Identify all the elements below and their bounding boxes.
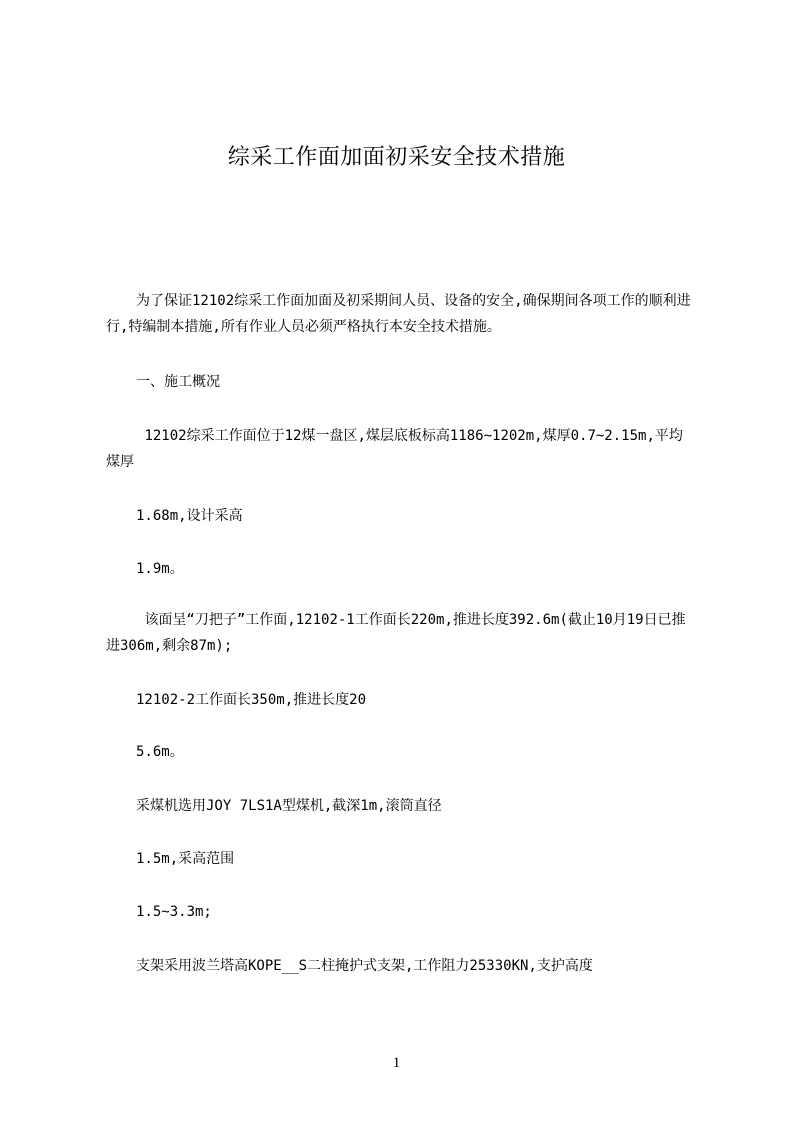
page-number: 1 — [392, 1055, 401, 1071]
paragraph-overview: 12102综采工作面位于12煤一盘区,煤层底板标高1186~1202m,煤厚0.7~2.15m,平均煤厚 — [106, 428, 683, 470]
paragraph-face-2: 12102-2工作面长350m,推进长度20 — [136, 692, 367, 708]
paragraph-seam-thickness: 1.68m,设计采高 — [136, 508, 243, 524]
paragraph-intro: 为了保证12102综采工作面加面及初采期间人员、设备的安全,确保期间各项工作的顺利进行,特编制本措施,所有作业人员必须严格执行本安全技术措施。 — [106, 293, 691, 335]
paragraph-advance-length: 5.6m。 — [136, 744, 184, 760]
paragraph-height-range: 1.5~3.3m; — [136, 904, 212, 920]
paragraph-mining-height: 1.9m。 — [136, 561, 184, 577]
section-heading: 一、施工概况 — [136, 374, 220, 390]
paragraph-face-shape: 该面呈“刀把子”工作面,12102-1工作面长220m,推进长度392.6m(截止10月19日已推进306m,剩余87m); — [106, 612, 686, 654]
paragraph-shearer: 采煤机选用JOY 7LS1A型煤机,截深1m,滚筒直径 — [136, 798, 442, 814]
document-title: 综采工作面加面初采安全技术措施 — [227, 145, 566, 170]
paragraph-support: 支架采用波兰塔高KOPE__S二柱掩护式支架,工作阻力25330KN,支护高度 — [136, 958, 593, 974]
paragraph-drum-diameter: 1.5m,采高范围 — [136, 851, 235, 867]
